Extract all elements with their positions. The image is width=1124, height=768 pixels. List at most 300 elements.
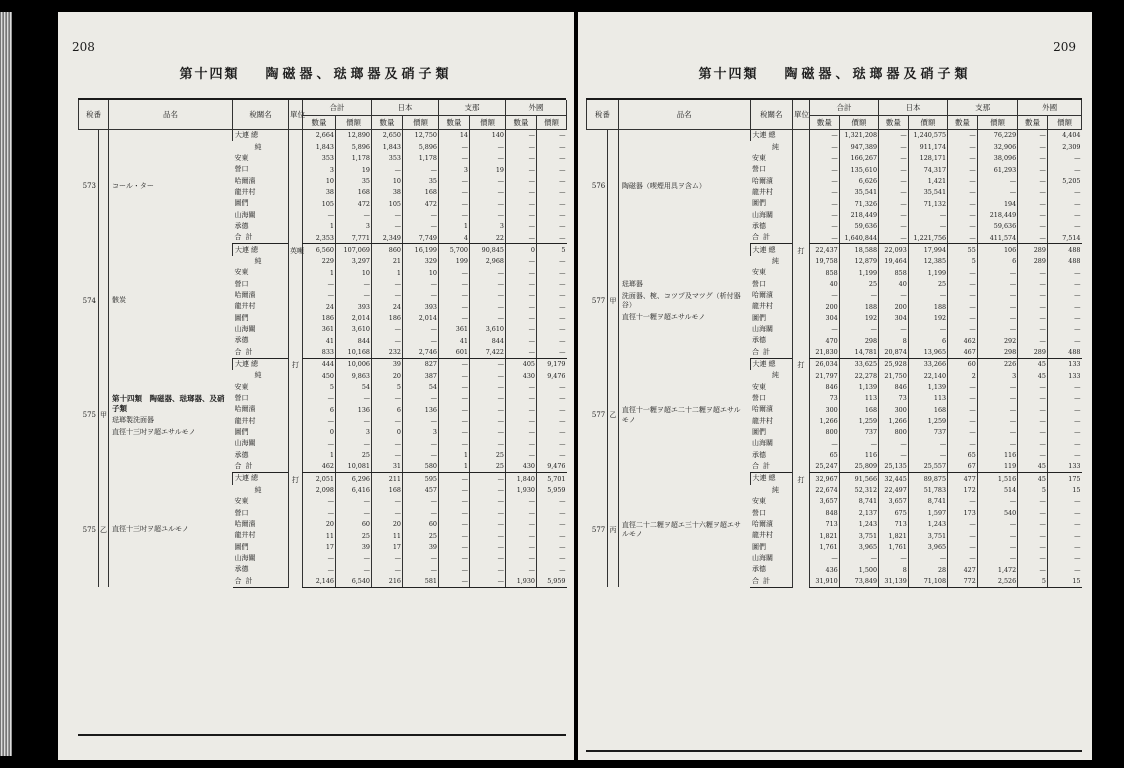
tariff-number: 573 bbox=[82, 182, 96, 191]
customs-port bbox=[750, 575, 792, 587]
value-cell: 1,421 bbox=[908, 175, 947, 186]
value-cell: 1 bbox=[303, 267, 336, 278]
value-cell: 1,843 bbox=[303, 141, 336, 152]
customs-port bbox=[750, 130, 792, 142]
value-cell: — bbox=[439, 313, 470, 324]
statistics-table bbox=[586, 100, 1082, 588]
customs-port bbox=[233, 530, 289, 541]
customs-port bbox=[233, 256, 289, 267]
value-cell: — bbox=[948, 324, 978, 335]
value-cell: — bbox=[1018, 141, 1048, 152]
value-cell: 38,096 bbox=[977, 153, 1017, 164]
value-cell: 713 bbox=[810, 519, 840, 530]
value-cell: 1,472 bbox=[977, 564, 1017, 575]
item-name: 陶磁器（喫煙用具ヲ含ム） bbox=[621, 182, 706, 191]
value-cell: 488 bbox=[1047, 244, 1081, 256]
value-cell: 6,540 bbox=[336, 575, 372, 587]
value-cell: 25 bbox=[470, 461, 506, 473]
value-cell: 12,890 bbox=[336, 130, 372, 142]
port-name: 承德 bbox=[752, 221, 767, 230]
value-cell: — bbox=[879, 141, 909, 152]
value-cell: — bbox=[1047, 519, 1081, 530]
customs-port bbox=[750, 324, 792, 335]
value-cell: 22,437 bbox=[810, 244, 840, 256]
customs-port bbox=[750, 507, 792, 518]
value-cell: — bbox=[506, 404, 537, 415]
value-cell: 1,139 bbox=[908, 382, 947, 393]
customs-port bbox=[233, 404, 289, 415]
value-cell: — bbox=[506, 450, 537, 461]
value-cell: 25,247 bbox=[810, 461, 840, 473]
value-cell: 6,416 bbox=[336, 485, 372, 496]
value-cell: 1,243 bbox=[908, 519, 947, 530]
customs-port bbox=[233, 438, 289, 449]
customs-port bbox=[233, 187, 289, 198]
value-cell: 21,750 bbox=[879, 370, 909, 381]
tariff-number: 577 bbox=[591, 296, 606, 305]
value-cell: 3 bbox=[470, 221, 506, 232]
value-cell: 10,081 bbox=[336, 461, 372, 473]
value-cell: — bbox=[810, 153, 840, 164]
value-cell: 3,610 bbox=[336, 324, 372, 335]
value-cell: — bbox=[336, 209, 372, 220]
port-name: 營口 bbox=[752, 165, 767, 174]
table-row bbox=[587, 358, 1082, 370]
value-cell: 33,266 bbox=[908, 358, 947, 370]
value-cell: — bbox=[1047, 496, 1081, 507]
value-cell: — bbox=[372, 209, 403, 220]
value-cell: 59,636 bbox=[839, 221, 878, 232]
header-port: 稅關名 bbox=[750, 100, 792, 130]
value-cell: — bbox=[470, 267, 506, 278]
value-cell: 911,174 bbox=[908, 141, 947, 152]
value-cell: 133 bbox=[1047, 461, 1081, 473]
value-cell: — bbox=[948, 553, 978, 564]
port-sub-label: 純 bbox=[254, 485, 262, 494]
customs-port bbox=[233, 473, 289, 485]
value-cell: — bbox=[303, 507, 336, 518]
value-cell: — bbox=[439, 496, 470, 507]
port-name: 大連 bbox=[235, 131, 249, 140]
port-name: 哈爾濱 bbox=[752, 519, 774, 528]
value-cell: — bbox=[537, 153, 567, 164]
value-cell: — bbox=[810, 221, 840, 232]
value-cell: 19 bbox=[470, 164, 506, 175]
value-cell: 52,312 bbox=[839, 485, 878, 496]
tariff-number: 577 bbox=[591, 525, 606, 534]
value-cell: 17 bbox=[372, 541, 403, 552]
customs-port bbox=[233, 427, 289, 438]
item-name-cell bbox=[618, 244, 750, 358]
value-cell: 6 bbox=[908, 335, 947, 346]
value-cell: 22,278 bbox=[839, 370, 878, 381]
customs-port bbox=[233, 370, 289, 381]
value-cell: 65 bbox=[948, 450, 978, 461]
value-cell: 25 bbox=[908, 278, 947, 289]
value-cell: 772 bbox=[948, 575, 978, 587]
value-cell: 19 bbox=[336, 164, 372, 175]
port-name: 安東 bbox=[752, 268, 767, 277]
customs-port bbox=[233, 153, 289, 164]
value-cell: 25 bbox=[839, 278, 878, 289]
header-group: 支那 bbox=[948, 100, 1018, 116]
value-cell: — bbox=[506, 427, 537, 438]
value-cell: — bbox=[439, 404, 470, 415]
value-cell: 6,626 bbox=[839, 175, 878, 186]
statistics-table bbox=[78, 100, 567, 588]
value-cell: 9,179 bbox=[537, 358, 567, 370]
customs-port bbox=[233, 393, 289, 404]
value-cell: — bbox=[336, 393, 372, 404]
value-cell: 2,014 bbox=[336, 313, 372, 324]
value-cell: — bbox=[506, 438, 537, 449]
value-cell: — bbox=[470, 382, 506, 393]
customs-port bbox=[750, 290, 792, 301]
value-cell: 8,741 bbox=[908, 496, 947, 507]
value-cell: 14,781 bbox=[839, 347, 878, 359]
value-cell: — bbox=[537, 256, 567, 267]
value-cell: 304 bbox=[810, 313, 840, 324]
value-cell: — bbox=[908, 221, 947, 232]
value-cell: 19,758 bbox=[810, 256, 840, 267]
value-cell: 6 bbox=[372, 404, 403, 415]
value-cell: — bbox=[977, 290, 1017, 301]
port-sub-label: 純 bbox=[772, 256, 780, 265]
header-item: 品名 bbox=[109, 100, 233, 130]
value-cell: 113 bbox=[839, 393, 878, 404]
value-cell: — bbox=[470, 393, 506, 404]
port-name: 承德 bbox=[752, 450, 767, 459]
value-cell: — bbox=[372, 393, 403, 404]
value-cell: — bbox=[1047, 450, 1081, 461]
value-cell: 28 bbox=[908, 564, 947, 575]
port-name: 圖們 bbox=[234, 428, 249, 437]
value-cell: 1,199 bbox=[908, 267, 947, 278]
value-cell: — bbox=[948, 519, 978, 530]
value-cell: 860 bbox=[372, 244, 403, 256]
port-sub-label: 純 bbox=[254, 371, 262, 380]
value-cell: — bbox=[470, 209, 506, 220]
value-cell: — bbox=[537, 541, 567, 552]
value-cell: — bbox=[403, 507, 439, 518]
value-cell: — bbox=[303, 553, 336, 564]
value-cell: 713 bbox=[879, 519, 909, 530]
value-cell: — bbox=[537, 382, 567, 393]
value-cell: 140 bbox=[470, 130, 506, 142]
value-cell: — bbox=[537, 301, 567, 312]
port-name: 山海關 bbox=[752, 210, 774, 219]
customs-port bbox=[750, 153, 792, 164]
value-cell: — bbox=[537, 175, 567, 186]
value-cell: — bbox=[336, 496, 372, 507]
value-cell: 2,137 bbox=[839, 507, 878, 518]
value-cell: 73 bbox=[879, 393, 909, 404]
tariff-number: 575 bbox=[82, 411, 96, 420]
value-cell: 737 bbox=[839, 427, 878, 438]
value-cell: 2,968 bbox=[470, 256, 506, 267]
value-cell: — bbox=[1018, 335, 1048, 346]
port-name: 承德 bbox=[234, 221, 249, 230]
value-cell: — bbox=[1018, 507, 1048, 518]
value-cell: 16,199 bbox=[403, 244, 439, 256]
value-cell: — bbox=[336, 438, 372, 449]
value-cell: 1,843 bbox=[372, 141, 403, 152]
value-cell: — bbox=[537, 187, 567, 198]
port-name: 安東 bbox=[234, 382, 249, 391]
value-cell: 5,205 bbox=[1047, 175, 1081, 186]
value-cell: — bbox=[372, 450, 403, 461]
value-cell: 3 bbox=[303, 164, 336, 175]
value-cell: 76,229 bbox=[977, 130, 1017, 142]
value-cell: — bbox=[1018, 393, 1048, 404]
value-cell: 6,296 bbox=[336, 473, 372, 485]
value-cell: — bbox=[439, 485, 470, 496]
value-cell: 411,574 bbox=[977, 232, 1017, 244]
value-cell: — bbox=[810, 187, 840, 198]
item-name-cell bbox=[109, 244, 233, 358]
customs-port bbox=[750, 370, 792, 381]
value-cell: 5 bbox=[372, 382, 403, 393]
value-cell: 7,422 bbox=[470, 347, 506, 359]
value-cell: 15 bbox=[1047, 575, 1081, 587]
value-cell: — bbox=[537, 438, 567, 449]
value-cell: — bbox=[1018, 530, 1048, 541]
value-cell: — bbox=[977, 175, 1017, 186]
value-cell: — bbox=[403, 496, 439, 507]
port-name: 大連 bbox=[235, 245, 249, 254]
value-cell: — bbox=[303, 393, 336, 404]
value-cell: 39 bbox=[336, 541, 372, 552]
value-cell: — bbox=[439, 175, 470, 186]
port-name: 合計 bbox=[752, 576, 775, 585]
value-cell: — bbox=[506, 278, 537, 289]
value-cell: 20 bbox=[303, 519, 336, 530]
value-cell: — bbox=[537, 198, 567, 209]
value-cell: — bbox=[908, 209, 947, 220]
header-quantity: 數量 bbox=[439, 116, 470, 130]
port-name: 合計 bbox=[752, 233, 775, 242]
value-cell: 7,514 bbox=[1047, 232, 1081, 244]
value-cell: 361 bbox=[439, 324, 470, 335]
value-cell: 1,930 bbox=[506, 575, 537, 587]
value-cell: 436 bbox=[810, 564, 840, 575]
value-cell: — bbox=[879, 164, 909, 175]
value-cell: 175 bbox=[1047, 473, 1081, 485]
value-cell: — bbox=[948, 130, 978, 142]
value-cell: 6,560 bbox=[303, 244, 336, 256]
value-cell: — bbox=[439, 370, 470, 381]
value-cell: — bbox=[879, 198, 909, 209]
value-cell: — bbox=[879, 553, 909, 564]
port-sub-label: 純 bbox=[772, 485, 780, 494]
value-cell: 3 bbox=[336, 427, 372, 438]
port-name: 大連 bbox=[752, 360, 767, 369]
value-cell: 601 bbox=[439, 347, 470, 359]
value-cell: 35 bbox=[336, 175, 372, 186]
value-cell: — bbox=[810, 438, 840, 449]
customs-port bbox=[750, 496, 792, 507]
value-cell: — bbox=[506, 232, 537, 244]
port-name: 安東 bbox=[752, 382, 767, 391]
customs-port bbox=[233, 335, 289, 346]
value-cell: 833 bbox=[303, 347, 336, 359]
value-cell: — bbox=[948, 313, 978, 324]
value-cell: 3,610 bbox=[470, 324, 506, 335]
value-cell: 1,266 bbox=[879, 416, 909, 427]
value-cell: 3 bbox=[439, 164, 470, 175]
port-sub-label: 總 bbox=[768, 245, 776, 254]
value-cell: 216 bbox=[372, 575, 403, 587]
value-cell: 211 bbox=[372, 473, 403, 485]
customs-port bbox=[750, 427, 792, 438]
value-cell: 289 bbox=[1018, 244, 1048, 256]
value-cell: — bbox=[977, 301, 1017, 312]
customs-port bbox=[233, 507, 289, 518]
value-cell: — bbox=[537, 130, 567, 142]
item-name: 第十四類 陶磁器、琺瑯器、及硝子類 bbox=[112, 394, 225, 414]
header-value: 價額 bbox=[537, 116, 567, 130]
value-cell: — bbox=[506, 335, 537, 346]
value-cell: 2 bbox=[948, 370, 978, 381]
value-cell: 10 bbox=[336, 267, 372, 278]
customs-port bbox=[233, 232, 289, 244]
value-cell: 5,959 bbox=[537, 575, 567, 587]
value-cell: — bbox=[470, 313, 506, 324]
value-cell: — bbox=[403, 450, 439, 461]
value-cell: 35,541 bbox=[908, 187, 947, 198]
value-cell: — bbox=[470, 427, 506, 438]
value-cell: — bbox=[1047, 278, 1081, 289]
tariff-subdivision: 丙 bbox=[608, 473, 619, 587]
port-name: 山海關 bbox=[752, 439, 774, 448]
value-cell: — bbox=[1018, 324, 1048, 335]
value-cell: 444 bbox=[303, 358, 336, 370]
value-cell: — bbox=[977, 427, 1017, 438]
value-cell: — bbox=[1018, 175, 1048, 186]
value-cell: — bbox=[470, 141, 506, 152]
value-cell: 827 bbox=[403, 358, 439, 370]
value-cell: — bbox=[506, 553, 537, 564]
port-sub-label: 總 bbox=[251, 474, 258, 483]
value-cell: 60 bbox=[403, 519, 439, 530]
customs-port bbox=[233, 209, 289, 220]
value-cell: — bbox=[810, 130, 840, 142]
item-name: 洗面器、椀、コツプ及マツグ（析付器谷） bbox=[621, 291, 741, 310]
value-cell: 846 bbox=[810, 382, 840, 393]
value-cell: 1,821 bbox=[810, 530, 840, 541]
value-cell: 35 bbox=[403, 175, 439, 186]
value-cell: 5 bbox=[1018, 575, 1048, 587]
value-cell: 844 bbox=[470, 335, 506, 346]
value-cell: 172 bbox=[948, 485, 978, 496]
value-cell: 1,761 bbox=[810, 541, 840, 552]
port-name: 哈爾濱 bbox=[234, 176, 256, 185]
value-cell: — bbox=[403, 564, 439, 575]
header-quantity: 數量 bbox=[879, 116, 909, 130]
value-cell: 2,349 bbox=[372, 232, 403, 244]
value-cell: — bbox=[948, 141, 978, 152]
value-cell: 1 bbox=[439, 221, 470, 232]
port-sub-label: 總 bbox=[768, 131, 776, 140]
value-cell: 5 bbox=[303, 382, 336, 393]
value-cell: 3,297 bbox=[336, 256, 372, 267]
header-unit: 單位 bbox=[793, 100, 810, 130]
value-cell: 300 bbox=[810, 404, 840, 415]
value-cell: — bbox=[439, 382, 470, 393]
port-sub-label: 純 bbox=[254, 142, 262, 151]
value-cell: — bbox=[506, 301, 537, 312]
value-cell: — bbox=[506, 256, 537, 267]
value-cell: 9,863 bbox=[336, 370, 372, 381]
value-cell: — bbox=[506, 209, 537, 220]
port-name: 合計 bbox=[234, 233, 257, 242]
value-cell: 17 bbox=[303, 541, 336, 552]
value-cell: — bbox=[303, 496, 336, 507]
statistics-table-frame bbox=[586, 98, 1082, 752]
value-cell: — bbox=[1047, 324, 1081, 335]
value-cell: — bbox=[1018, 519, 1048, 530]
value-cell: — bbox=[1047, 198, 1081, 209]
customs-port bbox=[750, 141, 792, 152]
value-cell: — bbox=[470, 438, 506, 449]
value-cell: 1,243 bbox=[839, 519, 878, 530]
value-cell: — bbox=[506, 541, 537, 552]
value-cell: — bbox=[839, 324, 878, 335]
value-cell: 3 bbox=[403, 427, 439, 438]
value-cell: — bbox=[372, 553, 403, 564]
value-cell: — bbox=[506, 530, 537, 541]
value-cell: 128,171 bbox=[908, 153, 947, 164]
port-sub-label: 總 bbox=[251, 131, 258, 140]
item-name: 琺瑯器 bbox=[621, 280, 643, 289]
port-name: 合計 bbox=[752, 347, 775, 356]
value-cell: 1,516 bbox=[977, 473, 1017, 485]
tariff-subdivision: 甲 bbox=[608, 244, 619, 358]
value-cell: — bbox=[439, 507, 470, 518]
value-cell: 393 bbox=[336, 301, 372, 312]
value-cell: 3 bbox=[977, 370, 1017, 381]
customs-port bbox=[750, 438, 792, 449]
value-cell: — bbox=[403, 416, 439, 427]
value-cell: — bbox=[470, 564, 506, 575]
value-cell: 188 bbox=[839, 301, 878, 312]
port-name: 山海關 bbox=[234, 439, 256, 448]
value-cell: — bbox=[1018, 164, 1048, 175]
value-cell: — bbox=[303, 438, 336, 449]
value-cell: — bbox=[1018, 416, 1048, 427]
value-cell: — bbox=[439, 473, 470, 485]
port-name: 龍井村 bbox=[752, 531, 774, 540]
value-cell: 430 bbox=[506, 370, 537, 381]
value-cell: 300 bbox=[879, 404, 909, 415]
value-cell: — bbox=[948, 541, 978, 552]
value-cell: — bbox=[1018, 382, 1048, 393]
value-cell: 192 bbox=[839, 313, 878, 324]
value-cell: 1,597 bbox=[908, 507, 947, 518]
value-cell: — bbox=[1018, 198, 1048, 209]
value-cell: 226 bbox=[977, 358, 1017, 370]
value-cell: — bbox=[336, 290, 372, 301]
value-cell: — bbox=[537, 232, 567, 244]
value-cell: — bbox=[336, 564, 372, 575]
customs-port bbox=[750, 187, 792, 198]
value-cell: — bbox=[537, 507, 567, 518]
page-title-subtitle: 陶磁器、琺瑯器及硝子類 bbox=[784, 67, 972, 82]
customs-port bbox=[233, 450, 289, 461]
customs-port bbox=[750, 485, 792, 496]
value-cell: — bbox=[403, 164, 439, 175]
port-name: 哈爾濱 bbox=[752, 290, 774, 299]
